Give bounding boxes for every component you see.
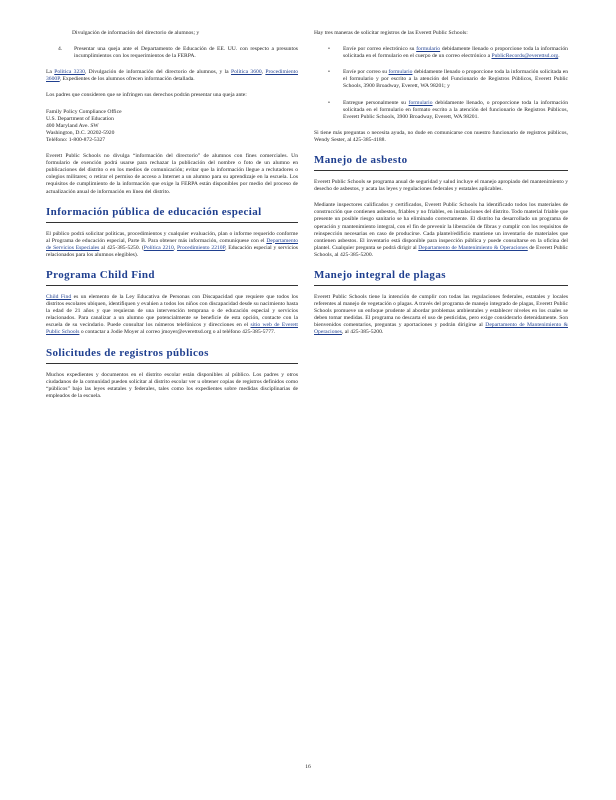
request-method-email bbox=[328, 46, 568, 60]
contact-line: Washington, D.C. 20202-5920 bbox=[46, 129, 115, 136]
page-number: 16 bbox=[305, 764, 311, 770]
bullet-text bbox=[343, 69, 568, 90]
asbestos-details-paragraph bbox=[314, 202, 568, 259]
district-website-link[interactable]: sitio web de Everett Public Schools bbox=[46, 322, 298, 336]
bullet-icon: • bbox=[328, 99, 330, 106]
records-contact-paragraph: Si tiene más preguntas o necesita ayuda, no dude en comunicarse con nuestro funcionario de registros públicos, Wendy Sester, al 425-385-4188. bbox=[314, 129, 568, 143]
policy-paragraph bbox=[46, 69, 298, 83]
heading-special-education: Información pública de educación especial bbox=[46, 206, 298, 223]
rights-item-4 bbox=[46, 46, 298, 60]
text-run: , bbox=[173, 244, 177, 251]
text-run: Entregue personalmente su bbox=[343, 99, 409, 106]
form-link[interactable]: formulario bbox=[388, 69, 413, 76]
contact-line: Teléfono: 1-800-872-5327 bbox=[46, 136, 106, 143]
procedure-2210p-link[interactable]: Procedimiento 2210P bbox=[176, 244, 226, 251]
text-run: , Divulgación de información del directorio de alumnos, y la bbox=[84, 69, 231, 76]
text-run: es un elemento de la Ley Educativa de Personas con Discapacidad que requiere que todos los distritos escolares ubiquen, identifiquen y evalúen a todos los niños con discapacidad desde su nacimiento hasta la edad de 21 años y que requieran de una intervención temprana o de educación especial y servicios relacionados. Para canalizar a un alumno que potencialmente se beneficie de esta opción, contacte con la escuela de su vecindario. Puede consultar los números telefónicos y direcciones en el bbox=[46, 293, 298, 329]
request-method-in-person bbox=[328, 100, 568, 121]
public-records-email-link[interactable]: PublicRecords@everettsd.org bbox=[491, 53, 559, 60]
text-run: Everett Public Schools tiene la intención de cumplir con todas las regulaciones federales, estatales y locales referentes al manejo de vegetación o plagas. A través del programa de manejo integrado de plagas, Everett Public Schools promueve un enfoque prudente al abordar problemas ambientales y establecer niveles en los cuales se deben tomar medidas. El programa no descarta el uso de pesticidas, pero exige considerarlo detenidamente. Son bienvenidos comentarios, preguntas y aportaciones y podrán dirigirse al bbox=[314, 293, 568, 329]
left-column bbox=[46, 30, 298, 409]
heading-child-find: Programa Child Find bbox=[46, 269, 298, 286]
form-link[interactable]: formulario bbox=[416, 46, 441, 53]
text-run: , Expedientes de los alumnos ofrecen información detallada. bbox=[59, 76, 195, 83]
text-run: Mediante inspectores calificados y certificados, Everett Public Schools ha identificado todos los materiales de construcción que contienen asbestos, friables y no friables, en instalaciones del distrito. Todo material friable que presente un posible riesgo sanitario se ha eliminado correctamente. El distrito ha desarrollado un programa de operación y mantenimiento integral, con el fin de prevenir la liberación de fibras y cumplir con los requisitos de reinspección necesarias en caso de producirse. Cada plantel/edificio mantiene un inventario de materiales que contienen asbestos. El inventario está disponible para inspección pública y puede consultarse en la oficina del plantel. Cualquier pregunta se podrá dirigir al bbox=[314, 202, 568, 251]
child-find-link[interactable]: Child Find bbox=[46, 293, 72, 300]
complaint-paragraph: Los padres que consideren que se infringen sus derechos podrán presentar una queja ante: bbox=[46, 92, 247, 99]
text-run: de Everett Public Schools, al 425-385-5200. bbox=[314, 244, 569, 258]
text-run: debidamente llenado, o proporcione toda la información solicitada en el formulario en formato escrito a la atención del funcionario de Registros Públicos, Everett Public Schools, 3900 Broadway, Everett, WA 98201. bbox=[343, 99, 568, 120]
contact-line: Family Policy Compliance Office bbox=[46, 108, 122, 115]
text-run: debidamente llenado o proporcione toda la información solicitada en el formulario y por escrito a la atención del Funcionario de Registros Públicos, Everett Public Schools, 3900 Broadway, Everett, WA 98201; y bbox=[343, 69, 568, 90]
maintenance-department-link[interactable]: Departamento de Mantenimiento & Operaciones bbox=[418, 244, 528, 251]
contact-address bbox=[46, 109, 298, 144]
text-run: al 425-385-5250. ( bbox=[99, 244, 144, 251]
item-number: 4. bbox=[58, 46, 63, 53]
form-link[interactable]: formulario bbox=[408, 99, 433, 106]
item-text: Presentar una queja ante el Departamento de Educación de EE. UU. con respecto a presuntos incumplimientos con los requerimientos de la FERPA. bbox=[74, 46, 298, 60]
text-run: . bbox=[558, 53, 560, 60]
rights-item-3: Divulgación de información del directorio de alumnos; y bbox=[72, 30, 200, 36]
contact-line: U.S. Department of Education bbox=[46, 115, 114, 122]
public-records-paragraph: Muchos expedientes y documentos en el distrito escolar están disponibles al público. Los padres y otros ciudadanos de la comunidad pueden solicitar al distrito escolar ver u obtener copias de registros definidos como “públicos” bajo las leyes estatales y federales, tales como los expedientes sobre medidas disciplinarias de empleados de la escuela. bbox=[46, 371, 298, 399]
policy-3600-link[interactable]: Política 3600 bbox=[231, 69, 262, 76]
special-services-link[interactable]: Departamento de Servicios Especiales bbox=[46, 237, 298, 251]
text-run: El público podrá solicitar políticas, procedimientos y cualquier evaluación, plan o informe requerido conforme al Programa de educación especial, Parte B. Para obtener más información, comuníquese con el bbox=[46, 230, 298, 244]
request-method-mail bbox=[328, 69, 568, 90]
child-find-paragraph bbox=[46, 294, 298, 337]
maintenance-department-link[interactable]: Departamento de Mantenimiento & Operaciones bbox=[314, 322, 568, 336]
text-run: Envíe por correo su bbox=[343, 69, 389, 76]
policy-3230-link[interactable]: Política 3230 bbox=[54, 69, 85, 76]
right-column bbox=[314, 30, 568, 346]
procedure-3600p-link[interactable]: Procedimiento 3600P bbox=[46, 69, 298, 83]
asbestos-intro-paragraph: Everett Public Schools se programa anual de seguridad y salud incluye el manejo apropiado del mantenimiento y desecho de asbestos, y acata las leyes y regulaciones federales y estatales aplicables. bbox=[314, 179, 568, 193]
text-run: Envíe por correo electrónico su bbox=[343, 46, 417, 53]
bullet-text bbox=[343, 100, 568, 121]
special-education-paragraph bbox=[46, 231, 298, 259]
policy-2210-link[interactable]: Política 2210 bbox=[143, 244, 174, 251]
text-run: , Educación especial y servicios relacionados para los alumnos elegibles). bbox=[46, 244, 298, 258]
text-run: , al 425-385-5200. bbox=[341, 329, 384, 336]
text-run: La bbox=[46, 69, 55, 76]
heading-asbestos: Manejo de asbesto bbox=[314, 154, 568, 171]
pest-management-paragraph bbox=[314, 294, 568, 337]
contact-line: 400 Maryland Ave. SW bbox=[46, 122, 99, 129]
text-run: o contactar a Jodie Moyer al correo jmoyer@everettsd.org o al teléfono 425-385-5777. bbox=[79, 329, 276, 336]
request-methods-intro: Hay tres maneras de solicitar registros de las Everett Public Schools: bbox=[314, 30, 468, 36]
heading-public-records: Solicitudes de registros públicos bbox=[46, 347, 298, 364]
text-run: , bbox=[261, 69, 266, 76]
directory-info-paragraph: Everett Public Schools no divulga “información del directorio” de alumnos con fines comerciales. Un formulario de exención podrá usarse para rechazar la publicación del nombre o foto de un alumno en publicaciones del distrito o en los medios de comunicación; evitar que la información llegue a reclutadores o colegios militares; o retirar el permiso de acceso a Internet a un alumno para su aprendizaje en la escuela. Los requisitos de cumplimiento de la información que exige la FERPA están disponibles por medio del proceso de actualización anual de información en línea del distrito. bbox=[46, 153, 298, 195]
heading-pest-management: Manejo integral de plagas bbox=[314, 269, 568, 286]
bullet-icon: • bbox=[328, 69, 330, 76]
text-run: debidamente llenado o proporcione toda la información solicitada en el formulario en el cuerpo de un correo electrónico a bbox=[343, 46, 568, 60]
bullet-icon: • bbox=[328, 46, 330, 53]
bullet-text bbox=[343, 46, 568, 60]
